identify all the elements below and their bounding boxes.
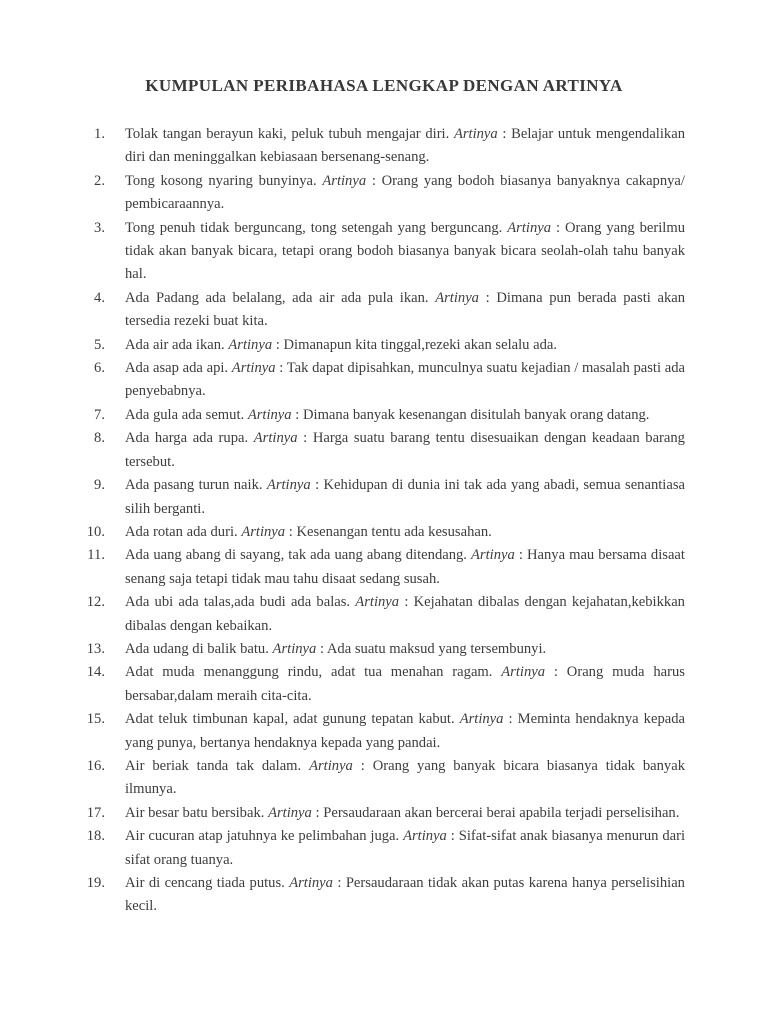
item-number: 5. — [94, 336, 105, 353]
item-proverb: Ada rotan ada duri. — [125, 523, 238, 540]
item-text — [125, 474, 685, 521]
item-meaning: Meminta hendaknya kepada yang punya, bertanya hendaknya kepada yang pandai. — [125, 711, 685, 751]
item-text — [125, 638, 685, 661]
item-meaning: Kesenangan tentu ada kesusahan. — [296, 523, 492, 540]
item-separator: : — [518, 547, 523, 564]
item-number: 2. — [94, 172, 105, 189]
item-number: 9. — [94, 477, 105, 494]
artinya-label: Artinya — [403, 828, 447, 845]
item-meaning: Orang muda harus bersabar,dalam meraih cita-cita. — [125, 664, 685, 704]
item-proverb: Ada ubi ada talas,ada budi ada balas. — [125, 594, 351, 611]
item-proverb: Ada harga ada rupa. — [125, 430, 249, 447]
item-proverb: Tong penuh tidak berguncang, tong setengah yang berguncang. — [125, 219, 503, 236]
item-number: 16. — [86, 757, 105, 774]
item-number: 13. — [86, 640, 105, 657]
item-text — [125, 825, 685, 872]
list-item — [40, 638, 768, 661]
item-proverb: Air cucuran atap jatuhnya ke pelimbahan juga. — [125, 828, 400, 845]
item-separator: : — [279, 360, 284, 377]
list-item — [40, 802, 768, 825]
list-item — [40, 755, 768, 802]
item-text — [125, 755, 685, 802]
artinya-label: Artinya — [453, 126, 498, 142]
item-number: 18. — [86, 828, 105, 845]
item-text — [125, 661, 685, 708]
artinya-label: Artinya — [253, 430, 298, 447]
list-item — [40, 661, 768, 708]
item-text — [125, 544, 685, 591]
item-separator: : — [502, 126, 507, 142]
artinya-label: Artinya — [471, 547, 515, 564]
list-item — [40, 357, 768, 404]
item-text — [125, 521, 685, 544]
list-item — [40, 217, 768, 287]
list-item — [40, 521, 768, 544]
item-text — [125, 872, 685, 919]
item-meaning: Sifat-sifat anak biasanya menurun dari sifat orang tuanya. — [125, 828, 686, 868]
artinya-label: Artinya — [231, 360, 276, 377]
item-number: 1. — [94, 126, 105, 142]
artinya-label: Artinya — [228, 336, 273, 353]
item-number: 15. — [86, 711, 105, 728]
item-proverb: Ada asap ada api. — [125, 360, 229, 377]
item-separator: : — [303, 430, 308, 447]
item-separator: : — [360, 757, 365, 774]
item-number: 6. — [94, 360, 105, 377]
artinya-label: Artinya — [289, 875, 333, 891]
item-text — [125, 334, 685, 357]
item-number: 11. — [87, 547, 105, 564]
item-meaning: Orang yang berilmu tidak akan banyak bicara, tetapi orang bodoh biasanya banyak bicara seolah-olah tahu banyak hal. — [125, 219, 685, 283]
artinya-label: Artinya — [322, 172, 367, 189]
artinya-label: Artinya — [507, 219, 552, 236]
list-item — [40, 427, 768, 474]
artinya-label: Artinya — [241, 523, 286, 540]
item-number: 3. — [94, 219, 105, 236]
item-separator: : — [404, 594, 409, 611]
artinya-label: Artinya — [355, 594, 400, 611]
list-item — [40, 708, 768, 755]
item-meaning: Hanya mau bersama disaat senang saja tetapi tidak mau tahu disaat sedang susah. — [125, 547, 685, 587]
item-text — [125, 404, 685, 427]
item-separator: : — [485, 289, 490, 306]
item-meaning: Ada suatu maksud yang tersembunyi. — [326, 640, 547, 657]
item-text — [125, 427, 685, 474]
list-item — [40, 825, 768, 872]
item-proverb: Tolak tangan berayun kaki, peluk tubuh mengajar diri. — [125, 126, 450, 142]
item-proverb: Ada air ada ikan. — [125, 336, 225, 353]
item-separator: : — [295, 406, 300, 423]
item-separator: : — [315, 804, 320, 821]
item-separator: : — [555, 219, 561, 236]
list-item — [40, 404, 768, 427]
item-proverb: Air beriak tanda tak dalam. — [125, 757, 302, 774]
proverb-list — [0, 123, 768, 919]
item-number: 19. — [86, 875, 105, 891]
list-item — [40, 591, 768, 638]
document-title: KUMPULAN PERIBAHASA LENGKAP DENGAN ARTINYA — [145, 76, 623, 95]
item-separator: : — [337, 875, 342, 891]
item-proverb: Air di cencang tiada putus. — [125, 875, 285, 891]
item-meaning: Tak dapat dipisahkan, munculnya suatu kejadian / masalah pasti ada penyebabnya. — [125, 360, 685, 400]
item-number: 4. — [94, 289, 105, 306]
item-meaning: Persaudaraan akan bercerai berai apabila terjadi perselisihan. — [323, 804, 680, 821]
item-separator: : — [288, 523, 293, 540]
artinya-label: Artinya — [266, 477, 311, 494]
item-meaning: Kehidupan di dunia ini tak ada yang abadi, semua senantiasa silih berganti. — [125, 477, 685, 517]
artinya-label: Artinya — [501, 664, 546, 681]
item-number: 12. — [86, 594, 105, 611]
list-item — [40, 170, 768, 217]
item-number: 8. — [94, 430, 105, 447]
item-separator: : — [553, 664, 558, 681]
item-proverb: Adat teluk timbunan kapal, adat gunung tepatan kabut. — [125, 711, 455, 728]
item-proverb: Air besar batu bersibak. — [125, 804, 265, 821]
item-number: 7. — [94, 406, 105, 423]
artinya-label: Artinya — [247, 406, 292, 423]
list-item — [40, 123, 768, 170]
item-meaning: Dimana banyak kesenangan disitulah banyak orang datang. — [302, 406, 650, 423]
item-meaning: Orang yang bodoh biasanya banyaknya cakapnya/ pembicaraannya. — [125, 172, 685, 213]
list-item — [40, 544, 768, 591]
item-meaning: Belajar untuk mengendalikan diri dan meninggalkan kebiasaan bersenang-senang. — [125, 126, 685, 166]
item-proverb: Ada gula ada semut. — [125, 406, 245, 423]
item-meaning: Persaudaraan tidak akan putas karena hanya perselisihian kecil. — [125, 875, 685, 915]
artinya-label: Artinya — [459, 711, 504, 728]
item-separator: : — [275, 336, 280, 353]
item-meaning: Dimana pun berada pasti akan tersedia rezeki buat kita. — [125, 289, 686, 330]
item-proverb: Ada Padang ada belalang, ada air ada pula ikan. — [125, 289, 429, 306]
artinya-label: Artinya — [272, 640, 317, 657]
item-proverb: Adat muda menanggung rindu, adat tua menahan ragam. — [125, 664, 493, 681]
item-text — [125, 708, 685, 755]
item-proverb: Ada udang di balik batu. — [125, 640, 269, 657]
item-number: 17. — [86, 804, 105, 821]
item-text — [125, 217, 685, 287]
item-proverb: Tong kosong nyaring bunyinya. — [125, 172, 317, 189]
item-meaning: Harga suatu barang tentu disesuaikan dengan keadaan barang tersebut. — [125, 430, 685, 470]
item-meaning: Dimanapun kita tinggal,rezeki akan selalu ada. — [283, 336, 558, 353]
item-separator: : — [371, 172, 376, 189]
item-text — [125, 123, 685, 170]
item-number: 14. — [86, 664, 105, 681]
list-item — [40, 474, 768, 521]
list-item — [40, 334, 768, 357]
item-meaning: Orang yang banyak bicara biasanya tidak banyak ilmunya. — [125, 757, 685, 798]
item-separator: : — [508, 711, 513, 728]
artinya-label: Artinya — [309, 757, 353, 774]
list-item — [40, 287, 768, 334]
item-number: 10. — [86, 523, 105, 540]
item-text — [125, 170, 685, 217]
artinya-label: Artinya — [435, 289, 479, 306]
item-meaning: Kejahatan dibalas dengan kejahatan,kebikkan dibalas dengan kebaikan. — [125, 594, 685, 634]
item-text — [125, 591, 685, 638]
artinya-label: Artinya — [268, 804, 312, 821]
item-text — [125, 287, 685, 334]
item-separator: : — [315, 477, 320, 494]
item-text — [125, 357, 685, 404]
item-separator: : — [319, 640, 325, 657]
list-item — [40, 872, 768, 919]
item-proverb: Ada uang abang di sayang, tak ada uang abang ditendang. — [125, 547, 467, 564]
item-separator: : — [450, 828, 455, 845]
item-proverb: Ada pasang turun naik. — [125, 477, 263, 494]
item-text — [125, 802, 685, 825]
